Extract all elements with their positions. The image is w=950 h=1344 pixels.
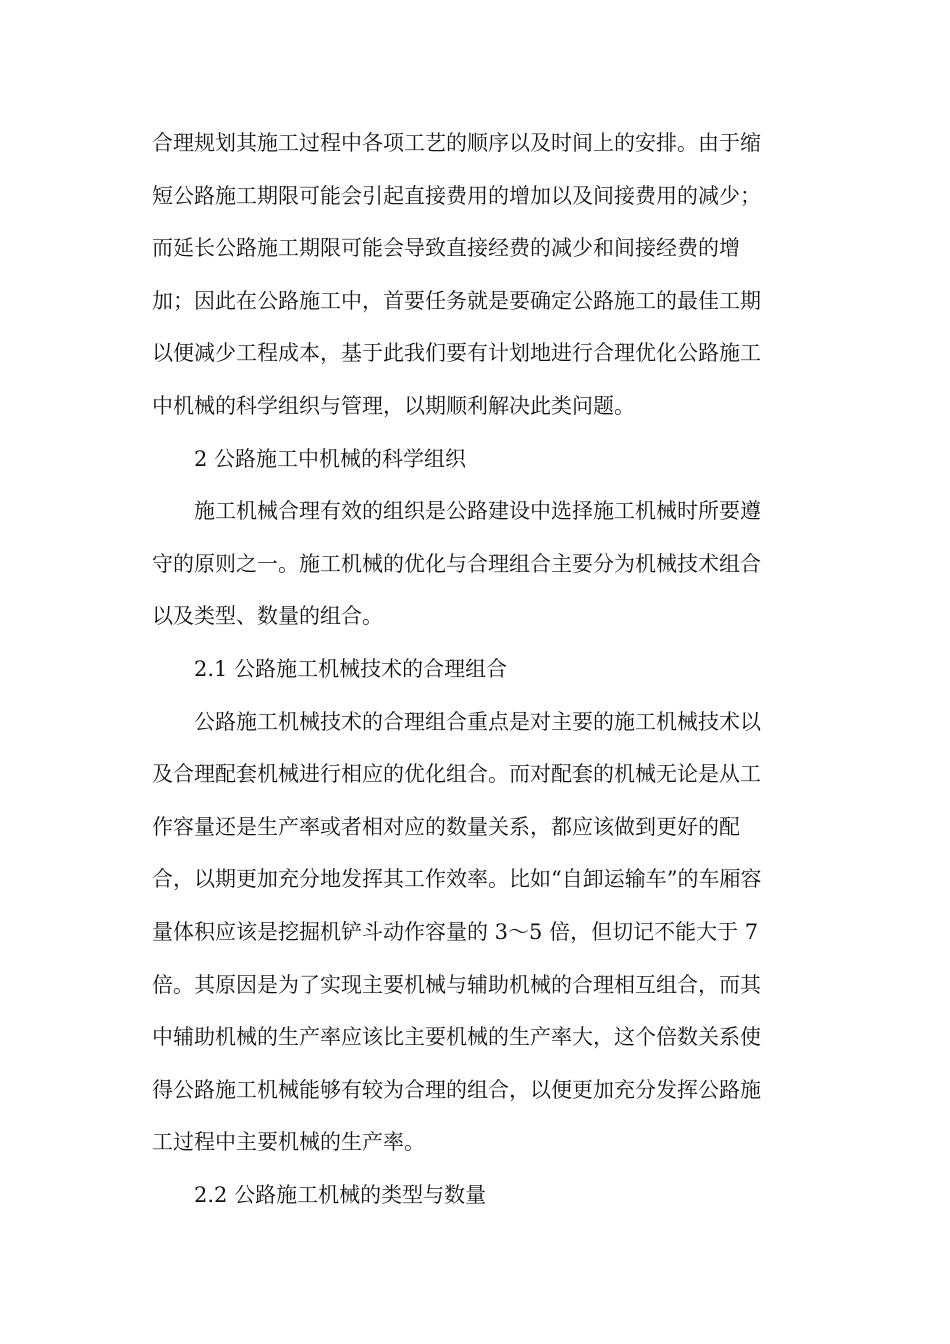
paragraph-line: 倍。其原因是为了实现主要机械与辅助机械的合理相互组合，而其 — [152, 972, 761, 997]
paragraph-line: 以便减少工程成本，基于此我们要有计划地进行合理优化公路施工 — [152, 341, 761, 366]
document-body — [152, 117, 800, 1221]
paragraph-line: 公路施工机械技术的合理组合重点是对主要的施工机械技术以 — [194, 709, 761, 734]
paragraph-line: 合，以期更加充分地发挥其工作效率。比如“自卸运输车”的车厢容 — [152, 867, 762, 892]
paragraph-line: 中机械的科学组织与管理，以期顺利解决此类问题。 — [152, 393, 635, 418]
paragraph-line: 中辅助机械的生产率应该比主要机械的生产率大，这个倍数关系使 — [152, 1025, 761, 1050]
paragraph-line: 施工机械合理有效的组织是公路建设中选择施工机械时所要遵 — [194, 499, 761, 524]
paragraph-line: 短公路施工期限可能会引起直接费用的增加以及间接费用的减少； — [152, 183, 761, 208]
paragraph-line: 作容量还是生产率或者相对应的数量关系，都应该做到更好的配 — [152, 814, 740, 839]
subsection-heading: 2.2 公路施工机械的类型与数量 — [194, 1182, 487, 1207]
paragraph-line: 得公路施工机械能够有较为合理的组合，以便更加充分发挥公路施 — [152, 1077, 761, 1102]
paragraph-line: 而延长公路施工期限可能会导致直接经费的减少和间接经费的增 — [152, 236, 740, 261]
paragraph-line: 量体积应该是挖掘机铲斗动作容量的 3～5 倍，但切记不能大于 7 — [152, 919, 759, 944]
section-heading: 2 公路施工中机械的科学组织 — [194, 446, 467, 471]
paragraph-line: 工过程中主要机械的生产率。 — [152, 1130, 425, 1155]
paragraph-line: 守的原则之一。施工机械的优化与合理组合主要分为机械技术组合 — [152, 551, 761, 576]
paragraph-line: 以及类型、数量的组合。 — [152, 604, 383, 629]
paragraph-line: 加；因此在公路施工中，首要任务就是要确定公路施工的最佳工期 — [152, 288, 761, 313]
paragraph-line: 及合理配套机械进行相应的优化组合。而对配套的机械无论是从工 — [152, 762, 761, 787]
subsection-heading: 2.1 公路施工机械技术的合理组合 — [194, 656, 508, 681]
paragraph-line: 合理规划其施工过程中各项工艺的顺序以及时间上的安排。由于缩 — [152, 131, 761, 155]
